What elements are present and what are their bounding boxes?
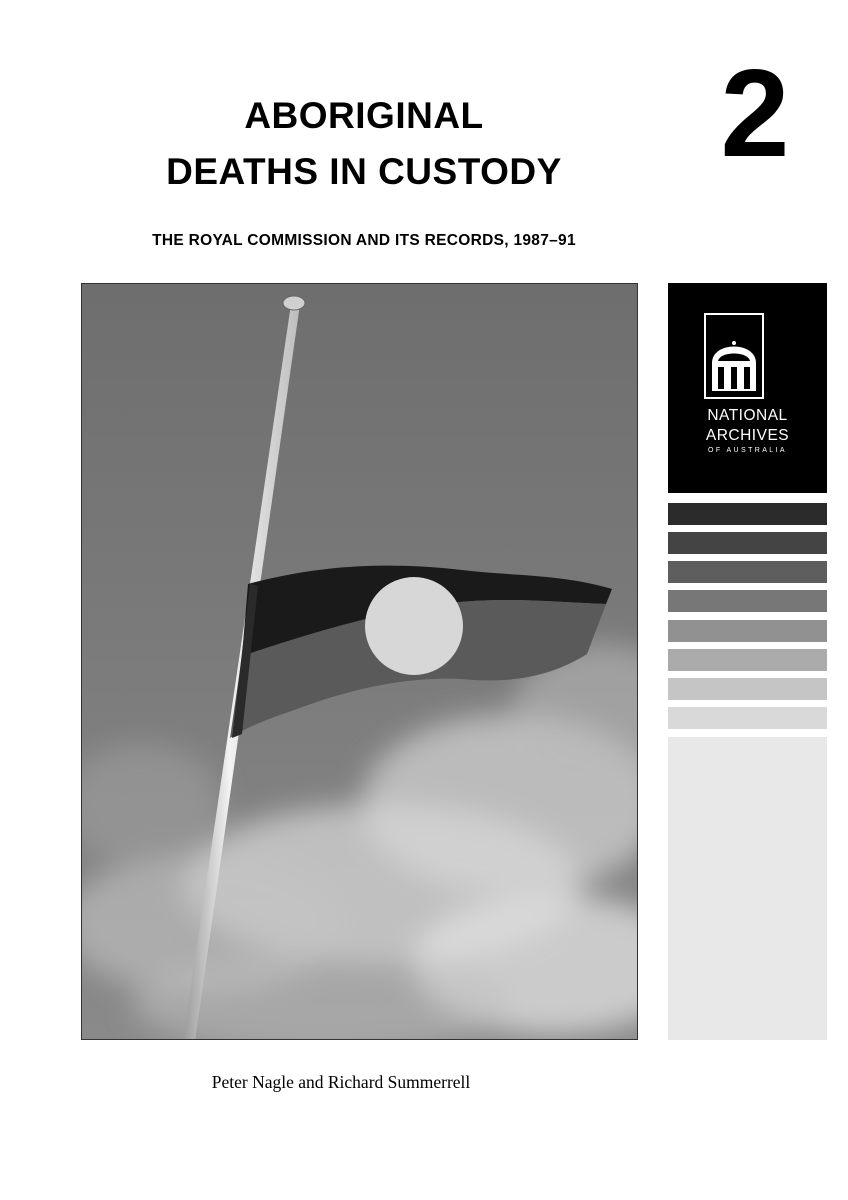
- tone-bar-6: [668, 649, 827, 671]
- cover-photo: [81, 283, 638, 1040]
- tone-bar-1: [668, 503, 827, 525]
- tone-bar-4: [668, 590, 827, 612]
- title-line-2: DEATHS IN CUSTODY: [166, 151, 562, 192]
- flagpole-finial: [283, 296, 305, 310]
- flag-sun-disc: [365, 577, 463, 675]
- tone-bar-8: [668, 707, 827, 729]
- tone-bar-9: [668, 737, 827, 1040]
- tone-bar-7: [668, 678, 827, 700]
- archives-building-icon: [704, 313, 764, 399]
- title-line-1: ABORIGINAL: [244, 95, 484, 136]
- cover-title: [80, 88, 648, 200]
- publisher-name-line-3: OF AUSTRALIA: [708, 447, 787, 454]
- flag-photo-image: [82, 284, 638, 1040]
- publisher-name-line-2: ARCHIVES: [705, 427, 790, 444]
- cover-subtitle: THE ROYAL COMMISSION AND ITS RECORDS, 1987–91: [152, 232, 576, 249]
- volume-number: 2: [720, 45, 790, 183]
- tone-bar-2: [668, 532, 827, 554]
- tone-bar-3: [668, 561, 827, 583]
- publisher-logo-panel: [668, 283, 827, 493]
- tone-bar-5: [668, 620, 827, 642]
- author-credit: Peter Nagle and Richard Summerrell: [211, 1072, 471, 1092]
- publisher-name-line-1: NATIONAL: [707, 407, 788, 424]
